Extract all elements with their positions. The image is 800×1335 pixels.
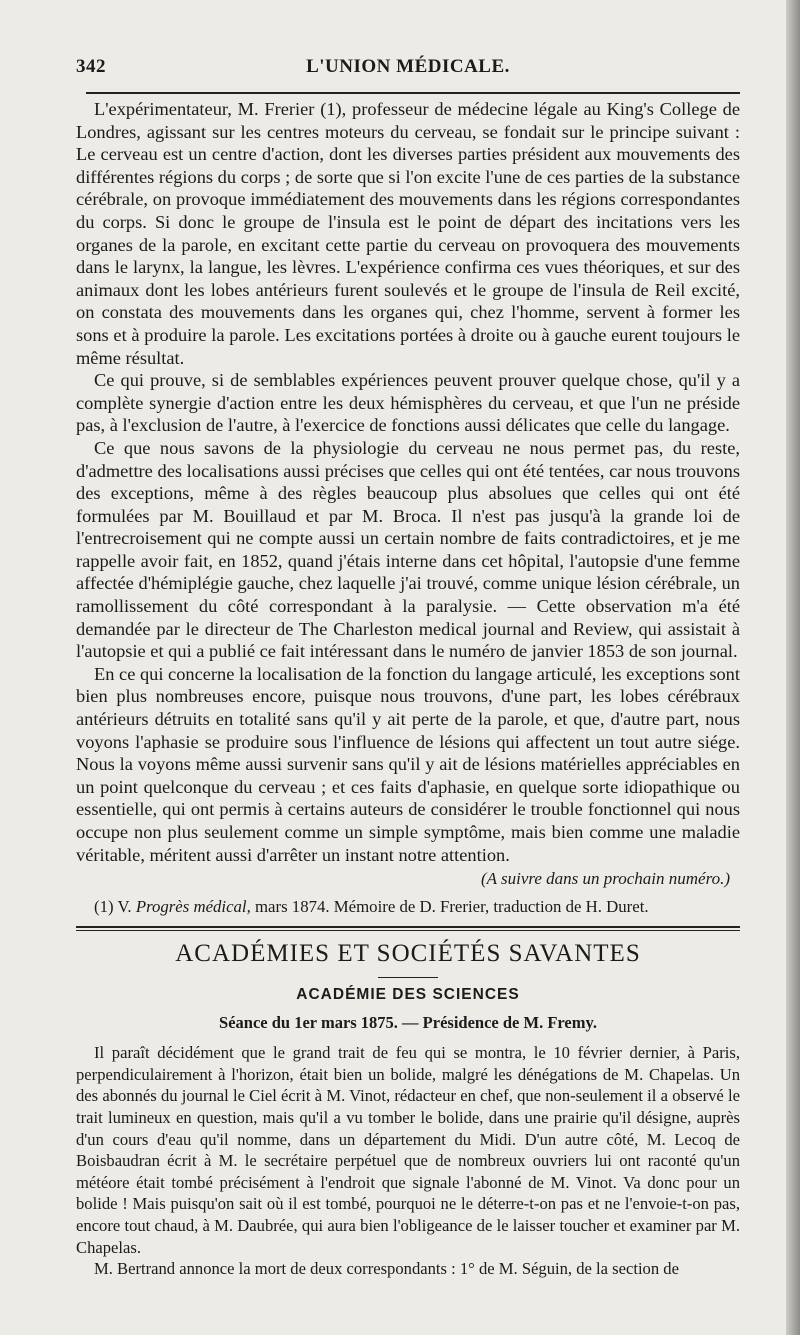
academy-heading: ACADÉMIE DES SCIENCES (296, 986, 520, 1004)
article-body (76, 98, 740, 866)
section-title: ACADÉMIES ET SOCIÉTÉS SAVANTES (175, 940, 641, 968)
article-paragraph-2: Ce qui prouve, si de semblables expériences peuvent prouver quelque chose, qu'il y a complète synergie d'action entre les deux hémisphères du cerveau, et que l'un ne préside pas, à l'exclusion de l'autre, à l'exercice de fonctions aussi délicates que celle du langage. (76, 370, 740, 436)
page-content (76, 56, 740, 1280)
journal-title: L'UNION MÉDICALE. (306, 56, 510, 77)
section-divider (76, 926, 740, 931)
section-short-rule (378, 977, 438, 978)
header-rule (86, 92, 740, 94)
article-paragraph-1: L'expérimentateur, M. Frerier (1), professeur de médecine légale au King's College de Londres, agissant sur les centres moteurs du cerveau, se fondait sur le principe suivant : Le cerveau est un centre d'action, dont les diverses parties président aux mouvements des différentes régions du corps ; de sorte que si l'on excite l'une de ces parties de la substance cérébrale, on provoque immédiatement des mouvements dans les régions correspondantes du corps. Si donc le groupe de l'insula est le point de départ des incitations vers les organes de la parole, en excitant cette partie du cerveau on provoquera des mouvements dans le larynx, la langue, les lèvres. L'expérience confirma ces vues théoriques, et sur des animaux dont les lobes antérieurs furent soulevés et le groupe de l'insula de Reil excité, on constata des mouvements dans les organes qui, chez l'homme, servent à former les sons et à produire la parole. Les excitations portées à droite ou à gauche eurent toujours le même résultat. (76, 99, 740, 368)
section-body (76, 1042, 740, 1280)
running-header (76, 56, 740, 86)
footnote-prefix: (1) V. (94, 897, 132, 917)
article-paragraph-4: En ce qui concerne la localisation de la fonction du langage articulé, les exceptions sont bien plus nombreuses encore, puisque nous trouvons, d'une part, les lobes cérébraux antérieurs détruits en totalité sans qu'il y ait perte de la parole, et que, d'autre part, nous voyons l'aphasie se produire sous l'influence de lésions qui affectent un tout autre siége. Nous la voyons même aussi survenir sans qu'il y ait de lésions matérielles appréciables en un point quelconque du cerveau ; et ces faits d'aphasie, en quelque sorte idiopathique ou essentielle, qui ont permis à certains auteurs de considérer le trouble fonctionnel qui nous occupe non plus seulement comme un simple symptôme, mais bien comme une maladie véritable, méritent aussi d'arrêter un instant notre attention. (76, 663, 740, 865)
section-paragraph-2: M. Bertrand annonce la mort de deux correspondants : 1° de M. Séguin, de la section de (94, 1259, 679, 1279)
section-paragraph-1: Il paraît décidément que le grand trait de feu qui se montra, le 10 février dernier, à Paris, perpendiculairement à l'horizon, était bien un bolide, malgré les dénégations de M. Chapelas. Un des abonnés du journal le Ciel écrit à M. Vinot, rédacteur en chef, que non-seulement il a observé le trait lumineux en question, mais qu'il a vu tomber le bolide, dans une prairie qu'il désigne, auprès d'un cours d'eau qu'il nomme, dans un département du Midi. D'un autre côté, M. Lecoq de Boisbaudran écrit à M. le secrétaire perpétuel que de nombreux ouvriers lui ont raconté qu'un météore était tombé précisément à l'endroit que signale l'abonné de M. Vinot. Va donc pour un bolide ! Mais puisqu'on sait où il est tombé, pourquoi ne le déterre-t-on pas et ne l'envoie-t-on pas, encore tout chaud, à M. Daubrée, qui aura bien l'obligeance de le laisser toucher et examiner par M. Chapelas. (76, 1043, 740, 1257)
to-be-continued-note: (A suivre dans un prochain numéro.) (481, 869, 730, 889)
footnote-source: Progrès médical, (135, 897, 251, 917)
page-number: 342 (76, 56, 106, 77)
footnote (76, 896, 740, 918)
page-edge-shadow (786, 0, 800, 1335)
footnote-rest: mars 1874. Mémoire de D. Frerier, traduction de H. Duret. (254, 897, 649, 917)
article-paragraph-3: Ce que nous savons de la physiologie du cerveau ne nous permet pas, du reste, d'admettre des localisations aussi précises que celles qui ont été tentées, car nous trouvons des exceptions, même à des règles beaucoup plus absolues que celles qui ont été formulées par M. Bouillaud et par M. Broca. Il n'est pas jusqu'à la grande loi de l'entrecroisement qui ne compte aussi un certain nombre de faits contradictoires, et je me rappelle avoir fait, en 1852, quand j'étais interne dans cet hôpital, l'autopsie d'une femme affectée d'hémiplégie gauche, chez laquelle j'ai trouvé, comme unique lésion cérébrale, un ramollissement du côté correspondant à la paralysie. — Cette observation m'a été demandée par le directeur de The Charleston medical journal and Review, qui assistait à l'autopsie et qui a publié ce fait intéressant dans le numéro de janvier 1853 de son journal. (76, 437, 740, 662)
seance-line: Séance du 1er mars 1875. — Présidence de M. Fremy. (219, 1013, 597, 1033)
